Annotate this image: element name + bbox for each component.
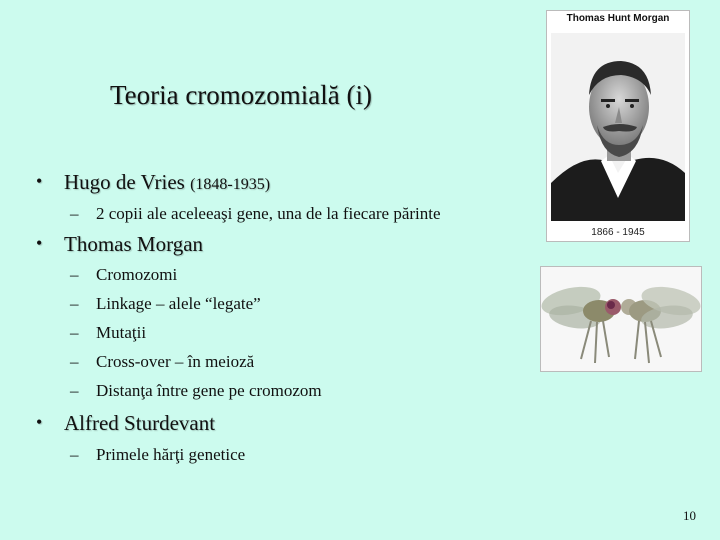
portrait-dates: 1866 - 1945	[591, 227, 645, 238]
sub-bullet-dash: –	[70, 204, 79, 223]
bullet-sturdevant	[36, 411, 215, 436]
sub-bullet-dash: –	[70, 294, 79, 313]
bullet-dot: •	[36, 171, 43, 191]
sub-bullet-text: Distanţa între gene pe cromozom	[96, 381, 322, 400]
bullet-morgan	[36, 232, 203, 257]
bullet-morgan-name: Thomas Morgan	[64, 232, 204, 256]
bullet-devries-years: (1848-1935)	[190, 176, 271, 193]
portrait-photo	[546, 10, 690, 242]
sub-bullet-morgan-3	[70, 323, 146, 343]
sub-bullet-sturdevant	[70, 445, 245, 465]
sub-bullet-dash: –	[70, 381, 79, 400]
drosophila-photo	[540, 266, 702, 372]
portrait-image	[551, 33, 685, 221]
sub-bullet-sturdevant-text: Primele hărţi genetice	[96, 445, 246, 464]
sub-bullet-text: Cross-over – în meioză	[96, 352, 255, 371]
sub-bullet-morgan-1	[70, 265, 177, 285]
slide-title: Teoria cromozomială (i)	[110, 80, 372, 110]
sub-bullet-devries-text: 2 copii ale aceleeaşi gene, una de la fiecare părinte	[96, 204, 441, 223]
sub-bullet-dash: –	[70, 265, 79, 284]
bullet-dot: •	[36, 412, 43, 432]
sub-bullet-dash: –	[70, 445, 79, 464]
sub-bullet-dash: –	[70, 352, 79, 371]
bullet-devries	[36, 170, 270, 195]
sub-bullet-devries	[70, 204, 441, 224]
bullet-sturdevant-name: Alfred Sturdevant	[64, 411, 216, 435]
sub-bullet-text: Mutaţii	[96, 323, 147, 342]
drosophila-image	[541, 267, 701, 371]
bullet-devries-name: Hugo de Vries	[64, 170, 185, 194]
sub-bullet-dash: –	[70, 323, 79, 342]
page-number: 10	[683, 508, 696, 523]
sub-bullet-text: Cromozomi	[96, 265, 178, 284]
sub-bullet-morgan-4	[70, 352, 254, 372]
sub-bullet-text: Linkage – alele “legate”	[96, 294, 261, 313]
sub-bullet-morgan-5	[70, 381, 322, 401]
portrait-caption: Thomas Hunt Morgan	[566, 13, 670, 24]
sub-bullet-morgan-2	[70, 294, 261, 314]
bullet-dot: •	[36, 233, 43, 253]
